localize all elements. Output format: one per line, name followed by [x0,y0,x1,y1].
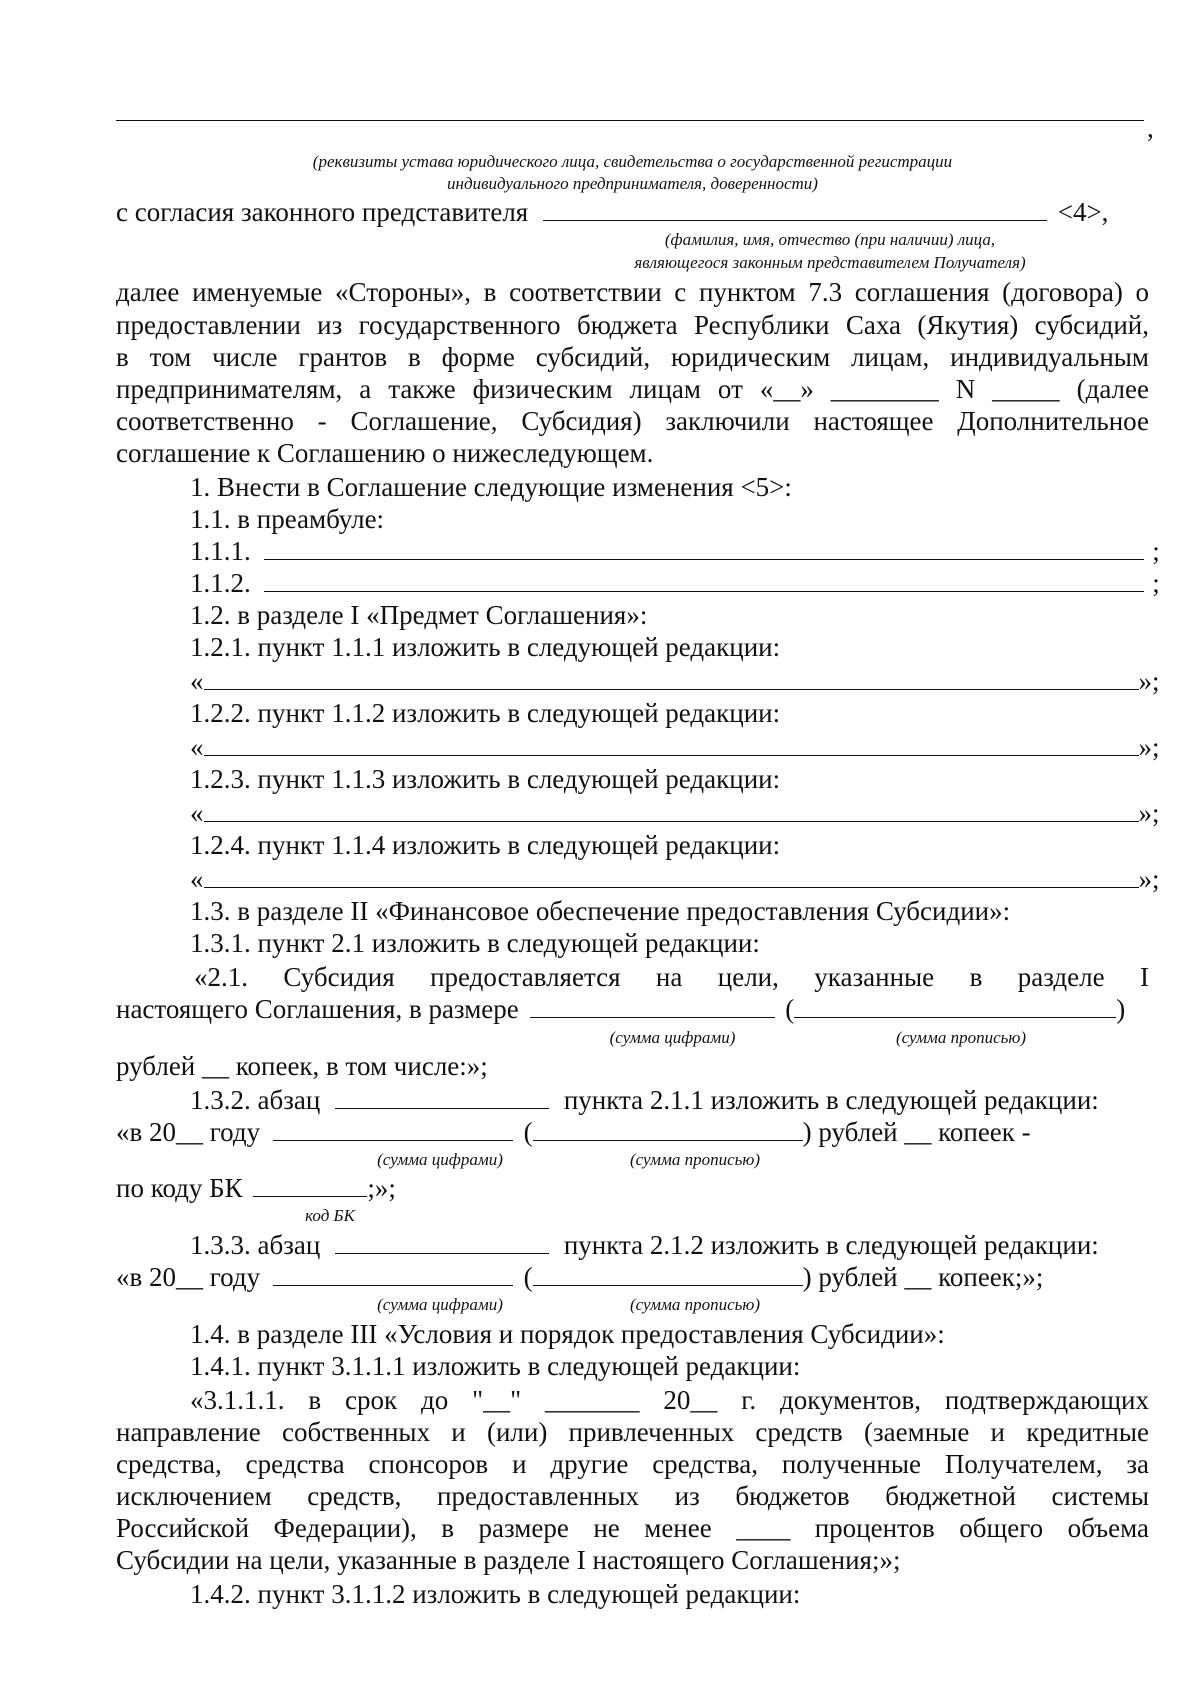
paren-open: ( [785,994,795,1024]
caption-sum-digits: (сумма цифрами) [377,1150,503,1169]
quote-blank-line-4 [190,863,1160,895]
bk-prefix: по коду БК [116,1173,243,1203]
year-sum-words-blank [533,1118,803,1141]
caption-sum-words: (сумма прописью) [895,1028,1027,1047]
item-1-2-3: 1.2.3. пункт 1.1.3 изложить в следующей редакции: [190,764,781,794]
item-1-1: 1.1. в преамбуле: [190,504,385,534]
quote-blank [204,865,1139,888]
preamble-line: далее именуемые «Стороны», в соответствии с пунктом 7.3 соглашения (договора) о [116,277,1149,307]
item-1-1-2-label: 1.1.2. [190,568,251,598]
sum-digits-blank [530,995,775,1018]
caption-legal-rep-line2: являющегося законным представителем Получателя) [634,253,1026,272]
item-1-3-3-blank [335,1231,549,1254]
legal-rep-blank [543,198,1047,221]
p3111-line: исключением средств, предоставленных из бюджетов бюджетной системы [116,1481,1149,1511]
paren-open: ( [523,1117,533,1147]
requisites-blank-line [116,120,1144,121]
preamble-line: соглашение к Соглашению о нижеследующем. [116,438,654,468]
year-line-1 [116,1116,1031,1148]
paren-open: ( [523,1262,533,1292]
quote-close: »; [1138,732,1160,762]
item-1-1-1 [190,535,1160,567]
year-prefix: «в 20__ году [116,1262,261,1292]
caption-sum-words: (сумма прописью) [629,1150,761,1169]
quote-close: »; [1138,666,1160,696]
quote-blank [204,733,1139,756]
p3111-line: Российской Федерации), в размере не менее ____ процентов общего объема [116,1513,1149,1543]
quote-close: »; [1138,798,1160,828]
year-sum-words-blank [533,1263,803,1286]
year-line-2 [116,1261,1043,1293]
caption-sum-words: (сумма прописью) [629,1295,761,1314]
item-1-2-4: 1.2.4. пункт 1.1.4 изложить в следующей редакции: [190,830,781,860]
quote-close: »; [1138,864,1160,894]
caption-requisites-line2: индивидуального предпринимателя, доверенности) [447,174,818,193]
item-1-3-2-text: пункта 2.1.1 изложить в следующей редакции: [563,1085,1099,1115]
quote-blank-line-1 [190,665,1160,697]
item-1-3-3-label: 1.3.3. абзац [190,1230,321,1260]
quote-open: « [190,732,204,762]
item-1-3-3-text: пункта 2.1.2 изложить в следующей редакции: [563,1230,1099,1260]
caption-bk: код БК [305,1206,355,1225]
p21-line2 [116,993,1125,1025]
quote-open: « [190,666,204,696]
p21-line3: рублей __ копеек, в том числе:»; [116,1051,488,1081]
quote-blank [204,799,1139,822]
caption-legal-rep-line1: (фамилия, имя, отчество (при наличии) лица, [664,230,996,249]
item-1: 1. Внести в Соглашение следующие изменения <5>: [190,472,792,502]
paren-close: ) [1116,994,1126,1024]
quote-blank-line-2 [190,731,1160,763]
caption-sum-digits: (сумма цифрами) [377,1295,503,1314]
item-1-2-1: 1.2.1. пункт 1.1.1 изложить в следующей редакции: [190,632,781,662]
item-1-1-1-label: 1.1.1. [190,536,251,566]
quote-open: « [190,798,204,828]
legal-rep-label: с согласия законного представителя [116,197,529,227]
item-1-4-2: 1.4.2. пункт 3.1.1.2 изложить в следующей редакции: [190,1579,801,1609]
item-1-1-2-semicolon: ; [1152,568,1160,598]
preamble-line: соответственно - Соглашение, Субсидия) заключили настоящее Дополнительное [116,406,1149,436]
item-1-3: 1.3. в разделе II «Финансовое обеспечение предоставления Субсидии»: [190,896,1011,926]
legal-rep-line [116,196,1108,228]
p21-line2-text: настоящего Соглашения, в размере [116,994,519,1024]
legal-rep-suffix: <4>, [1057,197,1109,227]
preamble-line: в том числе грантов в форме субсидий, юридическим лицам, индивидуальным [116,342,1149,372]
p3111-line: «3.1.1.1. в срок до "__" _______ 20__ г. документов, подтверждающих [190,1385,1149,1415]
item-1-1-2-blank [264,569,1144,592]
bk-suffix: ;»; [367,1173,396,1203]
p3111-line: средства, средства спонсоров и другие средства, полученные Получателем, за [116,1449,1149,1479]
item-1-3-3 [190,1229,1099,1261]
item-1-4-1: 1.4.1. пункт 3.1.1.1 изложить в следующей редакции: [190,1351,801,1381]
bk-line [116,1172,396,1204]
rub-kop-end: ) рублей __ копеек;»; [802,1262,1044,1292]
item-1-1-1-blank [264,537,1144,560]
item-1-3-2-label: 1.3.2. абзац [190,1085,321,1115]
item-1-3-1: 1.3.1. пункт 2.1 изложить в следующей редакции: [190,928,760,958]
preamble-line: предпринимателям, а также физическим лицам от «__» ________ N _____ (далее [116,374,1149,404]
item-1-1-1-semicolon: ; [1152,536,1160,566]
rub-kop-dash: ) рублей __ копеек - [802,1117,1031,1147]
quote-blank [204,667,1139,690]
item-1-1-2 [190,567,1160,599]
preamble-line: предоставлении из государственного бюджета Республики Саха (Якутия) субсидий, [116,310,1149,340]
year-sum-digits-blank [273,1263,513,1286]
caption-sum-digits: (сумма цифрами) [609,1028,736,1047]
item-1-4: 1.4. в разделе III «Условия и порядок предоставления Субсидии»: [190,1319,945,1349]
quote-open: « [190,864,204,894]
item-1-2-2: 1.2.2. пункт 1.1.2 изложить в следующей редакции: [190,698,781,728]
requisites-comma: , [1147,113,1154,143]
caption-requisites-line1: (реквизиты устава юридического лица, свидетельства о государственной регистрации [312,152,953,171]
sum-words-blank [794,995,1116,1018]
p3111-line: Субсидии на цели, указанные в разделе I настоящего Соглашения;»; [116,1545,901,1575]
item-1-2: 1.2. в разделе I «Предмет Соглашения»: [190,600,648,630]
year-prefix: «в 20__ году [116,1117,261,1147]
item-1-3-2-blank [335,1086,549,1109]
p3111-line: направление собственных и (или) привлеченных средств (заемные и кредитные [116,1417,1149,1447]
bk-blank [253,1174,367,1197]
year-sum-digits-blank [273,1118,513,1141]
quote-blank-line-3 [190,797,1160,829]
p21-line1: «2.1. Субсидия предоставляется на цели, указанные в разделе I [194,962,1149,992]
item-1-3-2 [190,1084,1099,1116]
